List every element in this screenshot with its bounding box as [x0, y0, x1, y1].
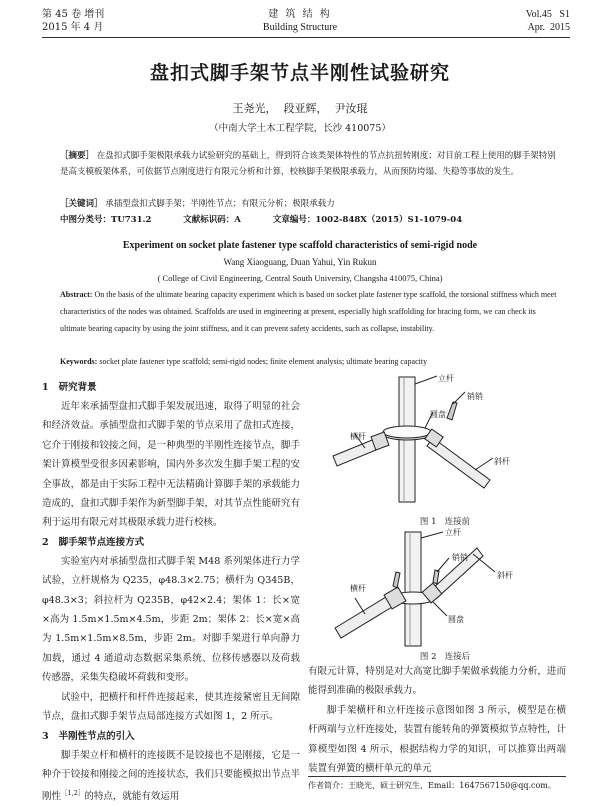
abstract-cn-label: ［摘要］	[60, 151, 95, 161]
abstract-en	[60, 286, 560, 337]
journal-issue-cn: 第 45 卷 增刊	[42, 9, 105, 20]
section-3-heading: 3 半刚性节点的引入	[42, 730, 135, 742]
fig1-label-disc: 圆盘	[430, 410, 446, 419]
journal-date-cn: 2015 年 4 月	[42, 22, 104, 33]
section-1-heading: 1 研究背景	[42, 382, 97, 393]
authors-en: Wang Xiaoguang, Duan Yahui, Yin Rukun	[223, 257, 377, 267]
left-column	[42, 378, 300, 807]
figure-2-caption: 图 2 连接后	[419, 652, 471, 662]
authors-cn: 王尧光， 段亚辉， 尹汝琨	[232, 102, 368, 115]
doc-code: 文献标识码：A	[183, 215, 241, 225]
article-number: 文章编号：1002-848X（2015）S1-1079-04	[272, 215, 463, 225]
fig1-wedge-pin	[447, 402, 457, 420]
affiliation-en: ( College of Civil Engineering, Central South University, Changsha 410075, China)	[157, 273, 443, 283]
section-2-paragraph-2: 试验中，把横杆和杆件连接起来，使其连接紧密且无间隙节点，盘扣式脚手架节点局部连接方式如图 1，2 所示。	[42, 691, 300, 723]
fig2-label-ledger: 横杆	[350, 584, 366, 593]
affiliation-cn: （中南大学土木工程学院，长沙 410075）	[209, 123, 391, 134]
keywords-cn-label: ［关键词］	[60, 199, 103, 209]
paper-title-cn: 盘扣式脚手架节点半刚性试验研究	[149, 62, 450, 84]
fig2-label-brace: 斜杆	[497, 571, 513, 580]
section-2-paragraph-1: 实验室内对承插型盘扣式脚手架 M48 系列架体进行力学试验，立杆规格为 Q235，φ48.3×2.75；横杆为 Q345B，φ48.3×3；斜拉杆为 Q235B，φ42×2.4；架体 1：长×宽×高为 1.5m×1.5m×4.5m，步距 2m；架体 2：长×宽×高为 1.5m×1.5m×8.5m，步距 2m。对脚手架进行单向静力加载，通过 4 通道动态数据采集系统、位移传感器以及荷载传感器，采集失稳破坏荷载和变形。	[42, 555, 300, 684]
fig2-label-vertical: 立杆	[445, 528, 461, 537]
section-2-heading: 2 脚手架节点连接方式	[42, 536, 145, 548]
keywords-en-text: socket plate fastener type scaffold; semi-rigid nodes; finite element analysis; ultimate bearing capacity	[99, 357, 428, 366]
fig1-label-ledger: 横杆	[350, 432, 366, 441]
journal-name-cn: 建 筑 结 构	[268, 9, 332, 20]
keywords-cn-text: 承插型盘扣式脚手架；半刚性节点；有限元分析；极限承载力	[105, 199, 335, 209]
section-3-paragraph: 脚手架立杆和横杆的连接既不是铰接也不是刚接，它是一种介于铰接和刚接之间的连接状态，我们只要能模拟出节点半刚性$^{[1,2]}$的特点，就能有效运用	[42, 749, 300, 803]
journal-name-en: Building Structure	[262, 22, 338, 33]
right-paragraph-2: 脚手架横杆和立杆连接示意图如图 3 所示，模型是在横杆两端与立杆连接处，装置有能转角的弹簧模拟节点特性，计算模型如图 4 所示，根据结构力学的知识，可以推算出两端装置有弹簧的横杆单元的单元	[308, 704, 566, 775]
journal-date-en: Apr. 2015	[527, 22, 570, 33]
fig2-label-disc: 圆盘	[448, 615, 464, 624]
fig2-vertical-tube	[405, 532, 421, 646]
abstract-en-text: On the basis of the ultimate bearing capacity experiment which is based on socket plate fastener type scaffold, the torsional stiffness which meet characteristics of the nodes was obtained. Scaffolds are used in engineering at present, especially high scaffolding for bracing form, we can check its ultimate bearing capacity by using the joint stiffness, and it can prevent safety accidents, such as collapse, instability.	[60, 290, 557, 333]
abstract-cn	[60, 148, 560, 180]
paper-title-en: Experiment on socket plate fastener type scaffold characteristics of semi-rigid node	[122, 240, 478, 251]
right-paragraph-1: 有限元计算，特别是对大高宽比脚手架做承载能力分析，进而能得到准确的极限承载力。	[308, 666, 566, 697]
fig1-label-pin: 销销	[467, 392, 483, 401]
figure-1-caption: 图 1 连接前	[419, 517, 471, 527]
abstract-cn-text: 在盘扣式脚手架极限承载力试验研究的基础上，得到符合该类架体特性的节点抗扭转刚度；对目前工程上使用的脚手架特别是高支模板架体系，可依据节点刚度进行有限元分析和计算，校核脚手架极限承载力，从而预防垮塌、失稳等事故的发生。	[60, 151, 556, 177]
right-column	[308, 662, 566, 778]
fig2-label-pin: 销销	[452, 553, 468, 562]
fig2-wedge-pin	[393, 572, 400, 588]
keywords-en-label: Keywords:	[60, 357, 98, 366]
classification-line	[60, 212, 560, 228]
fig1-label-vertical: 立杆	[438, 374, 454, 383]
clc-number: 中图分类号：TU731.2	[60, 215, 152, 225]
figure-1-drawing	[325, 372, 565, 512]
keywords-en	[60, 353, 560, 370]
fig1-label-brace: 斜杆	[494, 457, 510, 466]
abstract-en-label: Abstract:	[60, 290, 93, 299]
header-rule	[42, 37, 570, 38]
keywords-cn	[60, 196, 560, 212]
footnote-rule	[308, 776, 566, 777]
section-1-paragraph: 近年来承插型盘扣式脚手架发展迅速，取得了明显的社会和经济效益。承插型盘扣式脚手架的节点采用了盘扣式连接，它介于刚接和铰接之间，是一种典型的半刚性连接节点，脚手架计算模型受很多因素影响，国内外多次发生脚手架工程的安全事故，都是由于实际工程中无法精确计算脚手架的承载能力造成的，盘扣式脚手架作为新型脚手架，对其节点性能研究有利于运用有限元对其极限承载力进行校核。	[42, 401, 300, 529]
journal-volume: Vol.45 S1	[525, 9, 570, 20]
citation-ref: ［1,2］	[61, 789, 85, 798]
author-footnote: 作者简介：王晓光，硕士研究生，Email：1647567150@qq.com。	[308, 781, 556, 790]
